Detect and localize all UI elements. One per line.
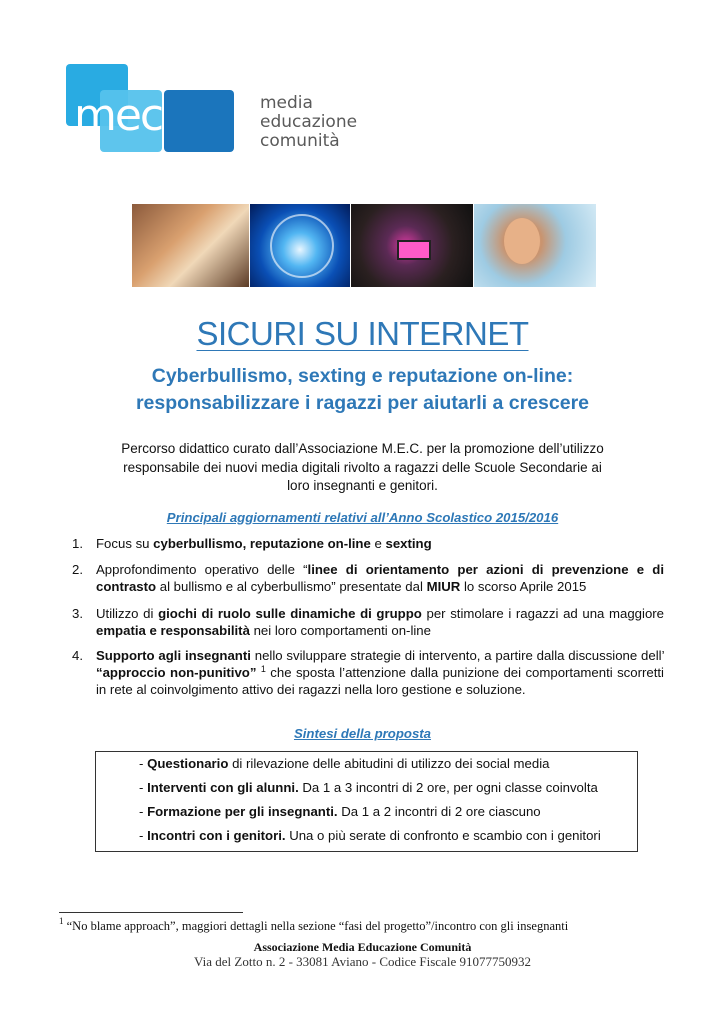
- synthesis-dash: -: [139, 780, 148, 795]
- intro-paragraph: [0, 440, 725, 496]
- photo-digital-network: [250, 204, 350, 287]
- synthesis-bold: Incontri con i genitori.: [147, 828, 286, 843]
- synthesis-text: Da 1 a 3 incontri di 2 ore, per ogni classe coinvolta: [298, 780, 598, 795]
- list-number: 1.: [72, 536, 83, 551]
- list-bold-text: empatia e responsabilità: [96, 623, 250, 638]
- photo-kids-at-laptop: [132, 204, 249, 287]
- photo-strip: [132, 204, 597, 287]
- list-text: e: [370, 536, 386, 551]
- list-text: Focus su: [96, 536, 154, 551]
- synthesis-item-2: [139, 780, 598, 795]
- footnote-ref[interactable]: 1: [260, 664, 266, 674]
- subtitle-line-1: Cyberbullismo, sexting e reputazione on-line:: [151, 365, 574, 387]
- photo-hands-with-phones: [351, 204, 473, 287]
- page-title: SICURI SU INTERNET: [196, 315, 529, 352]
- synthesis-text: Una o più serate di confronto e scambio con i genitori: [285, 828, 601, 843]
- synthesis-item-3: [139, 804, 541, 819]
- logo-word-comunita: comunità: [260, 131, 340, 151]
- phone-screen-decoration: [397, 240, 431, 260]
- logo-square-dark: [164, 90, 234, 152]
- intro-line-1: Percorso didattico curato dall’Associazione M.E.C. per la promozione dell’utilizzo: [121, 441, 604, 456]
- face-decoration: [504, 218, 540, 264]
- synthesis-bold: Interventi con gli alunni.: [147, 780, 299, 795]
- list-bold-text: sexting: [385, 536, 432, 551]
- intro-line-2: responsabile dei nuovi media digitali rivolto a ragazzi delle Scuole Secondarie ai: [123, 459, 602, 475]
- synthesis-text: Da 1 a 2 incontri di 2 ore ciascuno: [337, 804, 541, 819]
- footnote: [59, 916, 569, 934]
- updates-heading: Principali aggiornamenti relativi all’Anno Scolastico 2015/2016: [166, 510, 559, 525]
- synthesis-heading: Sintesi della proposta: [293, 726, 432, 741]
- list-bold-text: giochi di ruolo sulle dinamiche di gruppo: [158, 606, 422, 621]
- list-number: 2.: [72, 562, 83, 577]
- list-text: Approfondimento operativo delle “: [96, 562, 308, 577]
- list-item-3: [72, 605, 664, 639]
- list-number: 3.: [72, 606, 83, 621]
- list-bold-text: Supporto agli insegnanti: [96, 648, 251, 663]
- footnote-separator: [59, 912, 243, 913]
- synthesis-text: di rilevazione delle abitudini di utilizzo dei social media: [228, 756, 550, 771]
- synthesis-item-4: [139, 828, 601, 843]
- mec-logo: [66, 64, 366, 156]
- list-text: nello sviluppare strategie di intervento, a partire dalla discussione dell’: [250, 648, 665, 663]
- list-text: al bullismo e al cyberbullismo” presentate dal: [156, 579, 427, 594]
- synthesis-dash: -: [139, 804, 148, 819]
- logo-mark-text: mec: [74, 90, 163, 141]
- list-bold-text: linee di orientamento per azioni di prevenzione e di contrasto: [96, 562, 664, 594]
- list-text: Utilizzo di: [96, 606, 159, 621]
- subtitle-line-2: responsabilizzare i ragazzi per aiutarli a crescere: [135, 392, 590, 414]
- synthesis-dash: -: [139, 828, 148, 843]
- synthesis-bold: Questionario: [147, 756, 229, 771]
- footnote-text: “No blame approach”, maggiori dettagli nella sezione “fasi del progetto”/incontro con gli insegnanti: [63, 919, 569, 933]
- list-item-1: [72, 535, 664, 552]
- synthesis-item-1: [139, 756, 549, 771]
- list-item-4: [72, 647, 664, 698]
- list-item-2: [72, 561, 664, 595]
- list-text: lo scorso Aprile 2015: [460, 579, 587, 594]
- list-number: 4.: [72, 648, 83, 663]
- footnote-mark: 1: [59, 916, 64, 926]
- list-bold-text: “approccio non-punitivo”: [96, 665, 257, 680]
- synthesis-bold: Formazione per gli insegnanti.: [147, 804, 338, 819]
- footer-address: Via del Zotto n. 2 - 33081 Aviano - Codice Fiscale 91077750932: [194, 954, 531, 969]
- synthesis-dash: -: [139, 756, 148, 771]
- list-text: nei loro comportamenti on-line: [249, 623, 431, 638]
- list-bold-text: MIUR: [426, 579, 461, 594]
- logo-words: [260, 94, 357, 151]
- footer-org-name: Associazione Media Educazione Comunità: [253, 940, 472, 954]
- network-ring-decoration: [270, 214, 334, 278]
- page-subtitle: [0, 363, 725, 417]
- logo-word-media: media: [260, 93, 313, 113]
- logo-word-educazione: educazione: [260, 112, 358, 132]
- intro-line-3: loro insegnanti e genitori.: [287, 478, 438, 493]
- list-text: che sposta l’attenzione dalla punizione dei comportamenti scorretti in rete al coinvolgimento attivo dei ragazzi nella loro gestione e soluzione.: [96, 665, 664, 697]
- photo-girl-with-icons: [474, 204, 596, 287]
- list-bold-text: cyberbullismo, reputazione on-line: [153, 536, 371, 551]
- list-text: per stimolare i ragazzi ad una maggiore: [421, 606, 665, 621]
